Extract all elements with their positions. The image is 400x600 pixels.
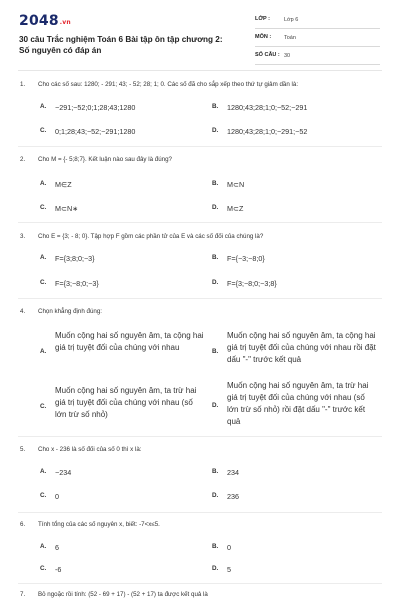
option-text: −291;−52;0;1;28;43;1280 bbox=[55, 103, 136, 112]
logo-sub: .vn bbox=[59, 19, 71, 26]
option-letter: B. bbox=[212, 103, 219, 110]
option-text: M⊂Z bbox=[227, 204, 244, 213]
option-letter: A. bbox=[40, 103, 47, 110]
option-text: 0 bbox=[227, 543, 231, 552]
option-letter: B. bbox=[212, 468, 219, 475]
option-letter: C. bbox=[40, 403, 47, 410]
option-text: Muốn cộng hai số nguyên âm, ta cộng hai giá trị tuyệt đối của chúng với nhau rồi đặt dấu "-" trước kết quả bbox=[227, 331, 376, 364]
question-text: Chọn khẳng định đúng: bbox=[38, 308, 102, 315]
option-text: Muốn cộng hai số nguyên âm, ta trừ hai giá trị tuyệt đối của chúng với nhau (số lớn trừ số nhỏ) rồi đặt dấu "-" trước kết quả bbox=[227, 381, 369, 426]
option-text: 0 bbox=[55, 492, 59, 501]
meta-info bbox=[255, 13, 380, 67]
question-divider bbox=[18, 436, 382, 437]
question-stem bbox=[20, 591, 208, 598]
logo-main: 2048 bbox=[19, 13, 59, 29]
option-letter: B. bbox=[212, 348, 219, 355]
site-logo[interactable] bbox=[19, 13, 71, 29]
question-divider bbox=[18, 146, 382, 147]
option-letter: C. bbox=[40, 565, 47, 572]
header-divider bbox=[18, 70, 382, 71]
question-number: 1. bbox=[20, 81, 26, 88]
option-text: M⊂N∗ bbox=[55, 204, 79, 213]
option-letter: C. bbox=[40, 279, 47, 286]
meta-row-class bbox=[255, 13, 380, 29]
meta-value: Toán bbox=[284, 34, 296, 41]
option-letter: A. bbox=[40, 348, 47, 355]
option-letter: A. bbox=[40, 254, 47, 261]
option-letter: C. bbox=[40, 204, 47, 211]
meta-value: 30 bbox=[284, 52, 291, 59]
option-text: 1280;43;28;1;0;−52;−291 bbox=[227, 103, 308, 112]
question-text: Cho các số sau: 1280; - 291; 43; - 52; 28; 1; 0. Các số đã cho sắp xếp theo thứ tự giảm dần là: bbox=[38, 81, 299, 88]
question-text: Tính tổng của các số nguyên x, biết: -7<x≤5. bbox=[38, 521, 160, 528]
option-letter: D. bbox=[212, 402, 219, 409]
option-letter: A. bbox=[40, 543, 47, 550]
meta-value: Lớp 6 bbox=[284, 16, 299, 23]
question-stem bbox=[20, 446, 142, 453]
question-number: 6. bbox=[20, 521, 26, 528]
meta-row-count bbox=[255, 49, 380, 65]
option-text: Muốn cộng hai số nguyên âm, ta cộng hai giá trị tuyệt đối của chúng với nhau bbox=[55, 331, 204, 352]
question-text: Cho x - 236 là số đối của số 0 thì x là: bbox=[38, 446, 142, 453]
option-letter: D. bbox=[212, 127, 219, 134]
option-text: 0;1;28;43;−52;−291;1280 bbox=[55, 127, 136, 136]
question-text: Cho M = {- 5;8;7}. Kết luận nào sau đây là đúng? bbox=[38, 156, 172, 163]
option-text: −234 bbox=[55, 468, 72, 477]
question-divider bbox=[18, 222, 382, 223]
option-text: F={3;−8;0;−3} bbox=[55, 279, 99, 288]
question-divider bbox=[18, 512, 382, 513]
question-stem bbox=[20, 308, 102, 315]
option-text: 6 bbox=[55, 543, 59, 552]
option-text: -6 bbox=[55, 565, 62, 574]
meta-label: LỚP : bbox=[255, 16, 270, 22]
option-text: M⊂N bbox=[227, 180, 245, 189]
document-header bbox=[0, 0, 400, 62]
option-letter: D. bbox=[212, 492, 219, 499]
option-text: 234 bbox=[227, 468, 239, 477]
option-letter: C. bbox=[40, 127, 47, 134]
option-letter: A. bbox=[40, 468, 47, 475]
option-text: F={−3;−8;0} bbox=[227, 254, 265, 263]
question-number: 4. bbox=[20, 308, 26, 315]
option-text: 1280;43;28;1;0;−291;−52 bbox=[227, 127, 308, 136]
question-number: 2. bbox=[20, 156, 26, 163]
question-text: Cho E = {3; - 8; 0}. Tập hợp F gồm các phần tử của E và các số đối của chúng là? bbox=[38, 233, 264, 240]
option-letter: B. bbox=[212, 254, 219, 261]
question-stem bbox=[20, 521, 160, 528]
meta-label: SỐ CÂU : bbox=[255, 52, 280, 58]
option-letter: D. bbox=[212, 565, 219, 572]
question-stem bbox=[20, 156, 172, 163]
option-letter: B. bbox=[212, 543, 219, 550]
option-text: 236 bbox=[227, 492, 239, 501]
question-stem bbox=[20, 81, 298, 88]
option-letter: A. bbox=[40, 180, 47, 187]
question-stem bbox=[20, 233, 263, 240]
option-letter: D. bbox=[212, 204, 219, 211]
question-divider bbox=[18, 298, 382, 299]
option-text: F={3;8;0;−3} bbox=[55, 254, 95, 263]
option-text: 5 bbox=[227, 565, 231, 574]
option-letter: B. bbox=[212, 180, 219, 187]
question-text: Bỏ ngoặc rồi tính: (52 - 69 + 17) - (52 + 17) ta được kết quả là bbox=[38, 591, 208, 598]
document-title: 30 câu Trắc nghiệm Toán 6 Bài tập ôn tập chương 2: Số nguyên có đáp án bbox=[19, 35, 223, 55]
option-letter: D. bbox=[212, 279, 219, 286]
question-number: 5. bbox=[20, 446, 26, 453]
option-text: Muốn cộng hai số nguyên âm, ta trừ hai giá trị tuyệt đối của chúng với nhau (số lớn trừ số nhỏ) bbox=[55, 386, 197, 419]
question-number: 7. bbox=[20, 591, 26, 598]
meta-label: MÔN : bbox=[255, 34, 272, 40]
option-letter: C. bbox=[40, 492, 47, 499]
option-text: F={3;−8;0;−3;8} bbox=[227, 279, 277, 288]
question-number: 3. bbox=[20, 233, 26, 240]
option-text: M∈Z bbox=[55, 180, 72, 189]
question-divider bbox=[18, 583, 382, 584]
meta-row-subject bbox=[255, 31, 380, 47]
